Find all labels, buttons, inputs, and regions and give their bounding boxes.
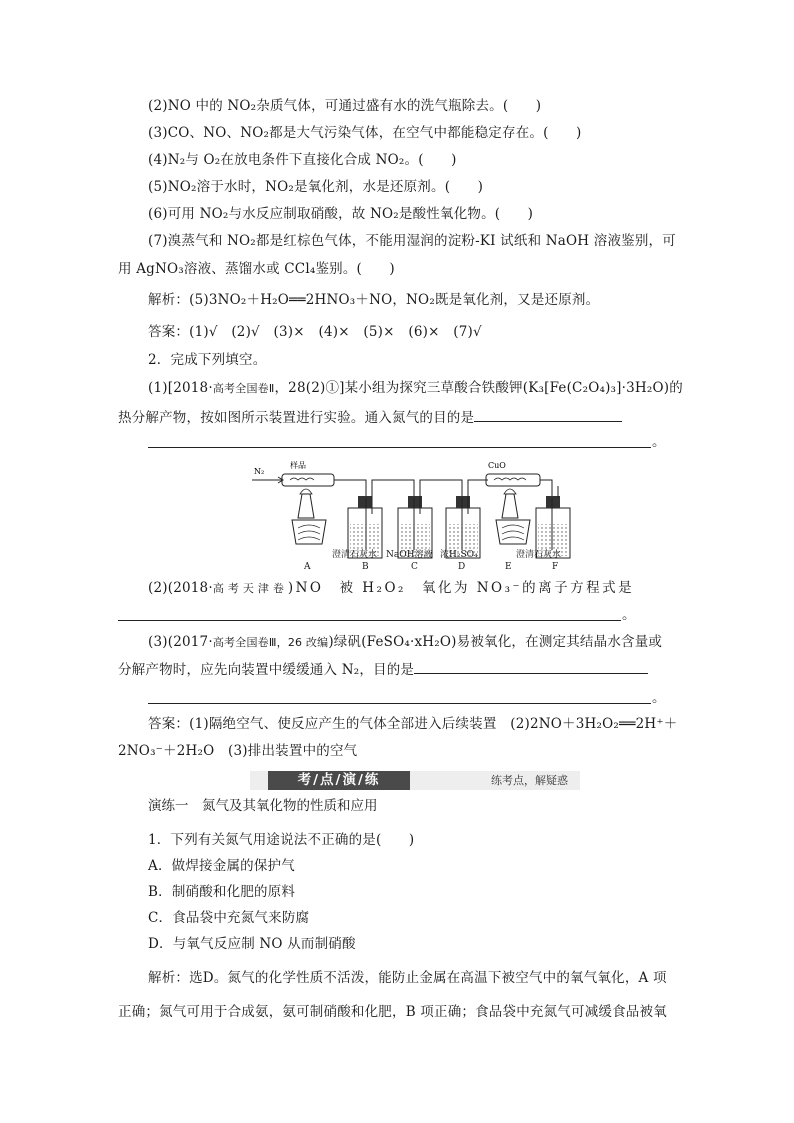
source-prefix-3: (3)(2017· bbox=[148, 634, 213, 650]
cuo-label: CuO bbox=[488, 461, 506, 470]
true-false-item-4: (4)N₂与 O₂在放电条件下直接化合成 NO₂。( ) bbox=[148, 152, 457, 168]
answer-blank-3[interactable] bbox=[414, 659, 648, 674]
question-2-part-2 bbox=[148, 578, 634, 599]
source-exam-2: 高考天津卷 bbox=[212, 582, 288, 595]
true-false-item-6: (6)可用 NO₂与水反应制取硝酸，故 NO₂是酸性氧化物。( ) bbox=[148, 206, 534, 222]
letter-d: D bbox=[458, 562, 466, 572]
letter-f: F bbox=[552, 562, 559, 572]
letter-b: B bbox=[362, 562, 369, 572]
answer-blank-line[interactable] bbox=[148, 447, 651, 448]
mcq-option-c: C．食品袋中充氮气来防腐 bbox=[148, 910, 310, 926]
part-2-text: )NO 被 H₂O₂ 氧化为 NO₃⁻的离子方程式是 bbox=[287, 580, 635, 596]
mcq-question: 1．下列有关氮气用途说法不正确的是( ) bbox=[148, 832, 415, 848]
end-mark-3: 。 bbox=[652, 690, 666, 706]
banner-title: 考/点/演/练 bbox=[268, 771, 410, 790]
part-1-text: ，28(2)①]某小组为探究三草酸合铁酸钾(K₃[Fe(C₂O₄)₃]·3H₂O)的 bbox=[274, 380, 683, 396]
answer-blank[interactable] bbox=[474, 407, 622, 422]
part-3-text-cont: 分解产物时，应先向装置中缓缓通入 N₂，目的是 bbox=[118, 662, 415, 678]
answer-1: 答案：(1)√ (2)√ (3)× (4)× (5)× (6)× (7)√ bbox=[148, 324, 482, 340]
analysis-2: 解析：选D。氮气的化学性质不活泼，能防止金属在高温下被空气中的氧气氧化，A 项 bbox=[148, 970, 667, 986]
question-2-part-3 bbox=[148, 632, 662, 653]
letter-e: E bbox=[505, 562, 512, 572]
question-2-title: 2．完成下列填空。 bbox=[148, 352, 267, 368]
mcq-option-b: B．制硝酸和化肥的原料 bbox=[148, 884, 296, 900]
true-false-item-5: (5)NO₂溶于水时，NO₂是氧化剂，水是还原剂。( ) bbox=[148, 179, 484, 195]
bottle-d-label: 浓H₂SO₄ bbox=[440, 550, 478, 560]
answer-2-cont: 2NO₃⁻＋2H₂O (3)排出装置中的空气 bbox=[118, 743, 358, 759]
answer-2: 答案：(1)隔绝空气、使反应产生的气体全部进入后续装置 (2)2NO＋3H₂O₂══2H⁺＋ bbox=[148, 716, 678, 732]
analysis-1: 解析：(5)3NO₂＋H₂O══2HNO₃＋NO，NO₂既是氧化剂，又是还原剂。 bbox=[148, 292, 600, 308]
banner-subtitle: 练考点，解疑惑 bbox=[491, 774, 568, 787]
source-prefix: (1)[2018· bbox=[148, 380, 213, 396]
mcq-option-d: D．与氧气反应制 NO 从而制硝酸 bbox=[148, 936, 356, 952]
source-prefix-2: (2)(2018· bbox=[148, 580, 213, 596]
source-exam-3: 高考全国卷Ⅲ，26 改编 bbox=[212, 636, 329, 649]
part-3-text: )绿矾(FeSO₄·xH₂O)易被氧化，在测定其结晶水含量或 bbox=[328, 634, 663, 650]
mcq-option-a: A．做焊接金属的保护气 bbox=[148, 858, 295, 874]
answer-blank-line-3[interactable] bbox=[148, 703, 651, 704]
n2-label: N₂ bbox=[254, 467, 265, 476]
question-2-part-3-cont bbox=[118, 659, 648, 680]
question-2-part-1-cont bbox=[118, 407, 622, 428]
section-heading: 演练一 氮气及其氧化物的性质和应用 bbox=[148, 798, 378, 814]
section-banner bbox=[250, 771, 580, 790]
bottle-f-label: 澄清石灰水 bbox=[516, 550, 562, 560]
end-mark: 。 bbox=[652, 434, 666, 450]
sample-label: 样品 bbox=[290, 461, 306, 470]
letter-a: A bbox=[304, 562, 311, 572]
true-false-item-7: (7)溴蒸气和 NO₂都是红棕色气体，不能用湿润的淀粉-KI 试纸和 NaOH 溶液鉴别，可 bbox=[148, 233, 676, 249]
question-2-part-1 bbox=[148, 378, 683, 399]
letter-c: C bbox=[411, 562, 418, 572]
source-exam: 高考全国卷Ⅱ bbox=[212, 382, 275, 395]
analysis-2-cont: 正确；氮气可用于合成氨，氨可制硝酸和化肥，B 项正确；食品袋中充氮气可减缓食品被氧 bbox=[118, 1004, 667, 1020]
answer-blank-line-2[interactable] bbox=[118, 620, 621, 621]
true-false-item-7-cont: 用 AgNO₃溶液、蒸馏水或 CCl₄鉴别。( ) bbox=[118, 261, 395, 277]
true-false-item-3: (3)CO、NO、NO₂都是大气污染气体，在空气中都能稳定存在。( ) bbox=[148, 125, 582, 141]
end-mark-2: 。 bbox=[622, 607, 636, 623]
true-false-item-2: (2)NO 中的 NO₂杂质气体，可通过盛有水的洗气瓶除去。( ) bbox=[148, 98, 542, 114]
bottle-b-label: 澄清石灰水 bbox=[332, 550, 378, 560]
bottle-c-label: NaOH溶液 bbox=[386, 550, 433, 560]
part-1-text-cont: 热分解产物，按如图所示装置进行实验。通入氮气的目的是 bbox=[118, 410, 475, 426]
